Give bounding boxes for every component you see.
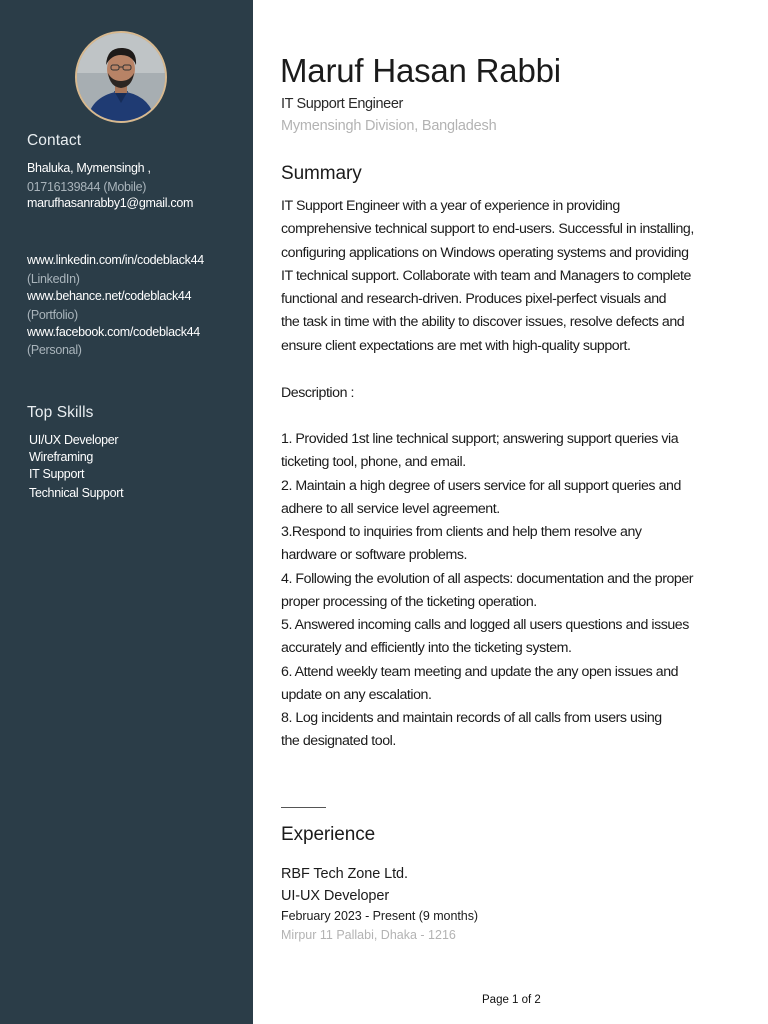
facebook-link[interactable]: www.facebook.com/codeblack44 (27, 325, 200, 339)
top-skills-heading: Top Skills (27, 404, 94, 421)
description-line: 4. Following the evolution of all aspects: documentation and the proper (281, 571, 694, 587)
description-line: 8. Log incidents and maintain records of all calls from users using (281, 710, 662, 726)
description-line: adhere to all service level agreement. (281, 501, 500, 517)
experience-heading: Experience (281, 824, 376, 845)
summary-line: the task in time with the ability to discover issues, resolve defects and (281, 314, 685, 330)
summary-line: IT technical support. Collaborate with team and Managers to complete (281, 268, 691, 284)
facebook-label: (Personal) (27, 343, 82, 357)
description-line: 3.Respond to inquiries from clients and help them resolve any (281, 524, 642, 540)
description-line: 5. Answered incoming calls and logged all users questions and issues (281, 617, 689, 633)
experience-dates: February 2023 - Present (9 months) (281, 909, 479, 923)
description-line: proper processing of the ticketing operation. (281, 594, 537, 610)
skill-item: Wireframing (29, 450, 94, 464)
description-line: ticketing tool, phone, and email. (281, 454, 466, 470)
description-line: 2. Maintain a high degree of users service for all support queries and (281, 478, 681, 494)
summary-line: functional and research-driven. Produces pixel-perfect visuals and (281, 291, 667, 307)
summary-heading: Summary (281, 163, 362, 184)
candidate-location: Mymensingh Division, Bangladesh (281, 118, 497, 134)
contact-phone: 01716139844 (Mobile) (27, 180, 147, 194)
skill-item: UI/UX Developer (29, 433, 119, 447)
description-line: 6. Attend weekly team meeting and update the any open issues and (281, 664, 679, 680)
summary-line: IT Support Engineer with a year of experience in providing (281, 198, 620, 214)
profile-photo (77, 33, 165, 121)
description-label: Description : (281, 385, 354, 401)
section-divider (281, 807, 326, 808)
description-line: accurately and efficiently into the ticketing system. (281, 640, 572, 656)
description-line: update on any escalation. (281, 687, 432, 703)
behance-link[interactable]: www.behance.net/codeblack44 (27, 289, 192, 303)
linkedin-link[interactable]: www.linkedin.com/in/codeblack44 (27, 253, 204, 267)
description-line: the designated tool. (281, 733, 396, 749)
summary-line: comprehensive technical support to end-users. Successful in installing, (281, 221, 694, 237)
page-number: Page 1 of 2 (482, 994, 541, 1006)
experience-location: Mirpur 11 Pallabi, Dhaka - 1216 (281, 928, 456, 942)
description-line: 1. Provided 1st line technical support; answering support queries via (281, 431, 679, 447)
experience-role: UI-UX Developer (281, 888, 390, 904)
summary-line: configuring applications on Windows operating systems and providing (281, 245, 689, 261)
contact-address: Bhaluka, Mymensingh , (27, 161, 151, 175)
candidate-title: IT Support Engineer (281, 96, 403, 112)
contact-heading: Contact (27, 132, 82, 149)
summary-line: ensure client expectations are met with high-quality support. (281, 338, 631, 354)
skill-item: Technical Support (29, 486, 124, 500)
skill-item: IT Support (29, 467, 85, 481)
contact-email[interactable]: marufhasanrabby1@gmail.com (27, 196, 194, 210)
linkedin-label: (LinkedIn) (27, 272, 80, 286)
experience-company: RBF Tech Zone Ltd. (281, 866, 408, 882)
sidebar (0, 0, 253, 1024)
description-line: hardware or software problems. (281, 547, 467, 563)
behance-label: (Portfolio) (27, 308, 78, 322)
avatar (75, 31, 167, 123)
candidate-name: Maruf Hasan Rabbi (280, 52, 561, 89)
